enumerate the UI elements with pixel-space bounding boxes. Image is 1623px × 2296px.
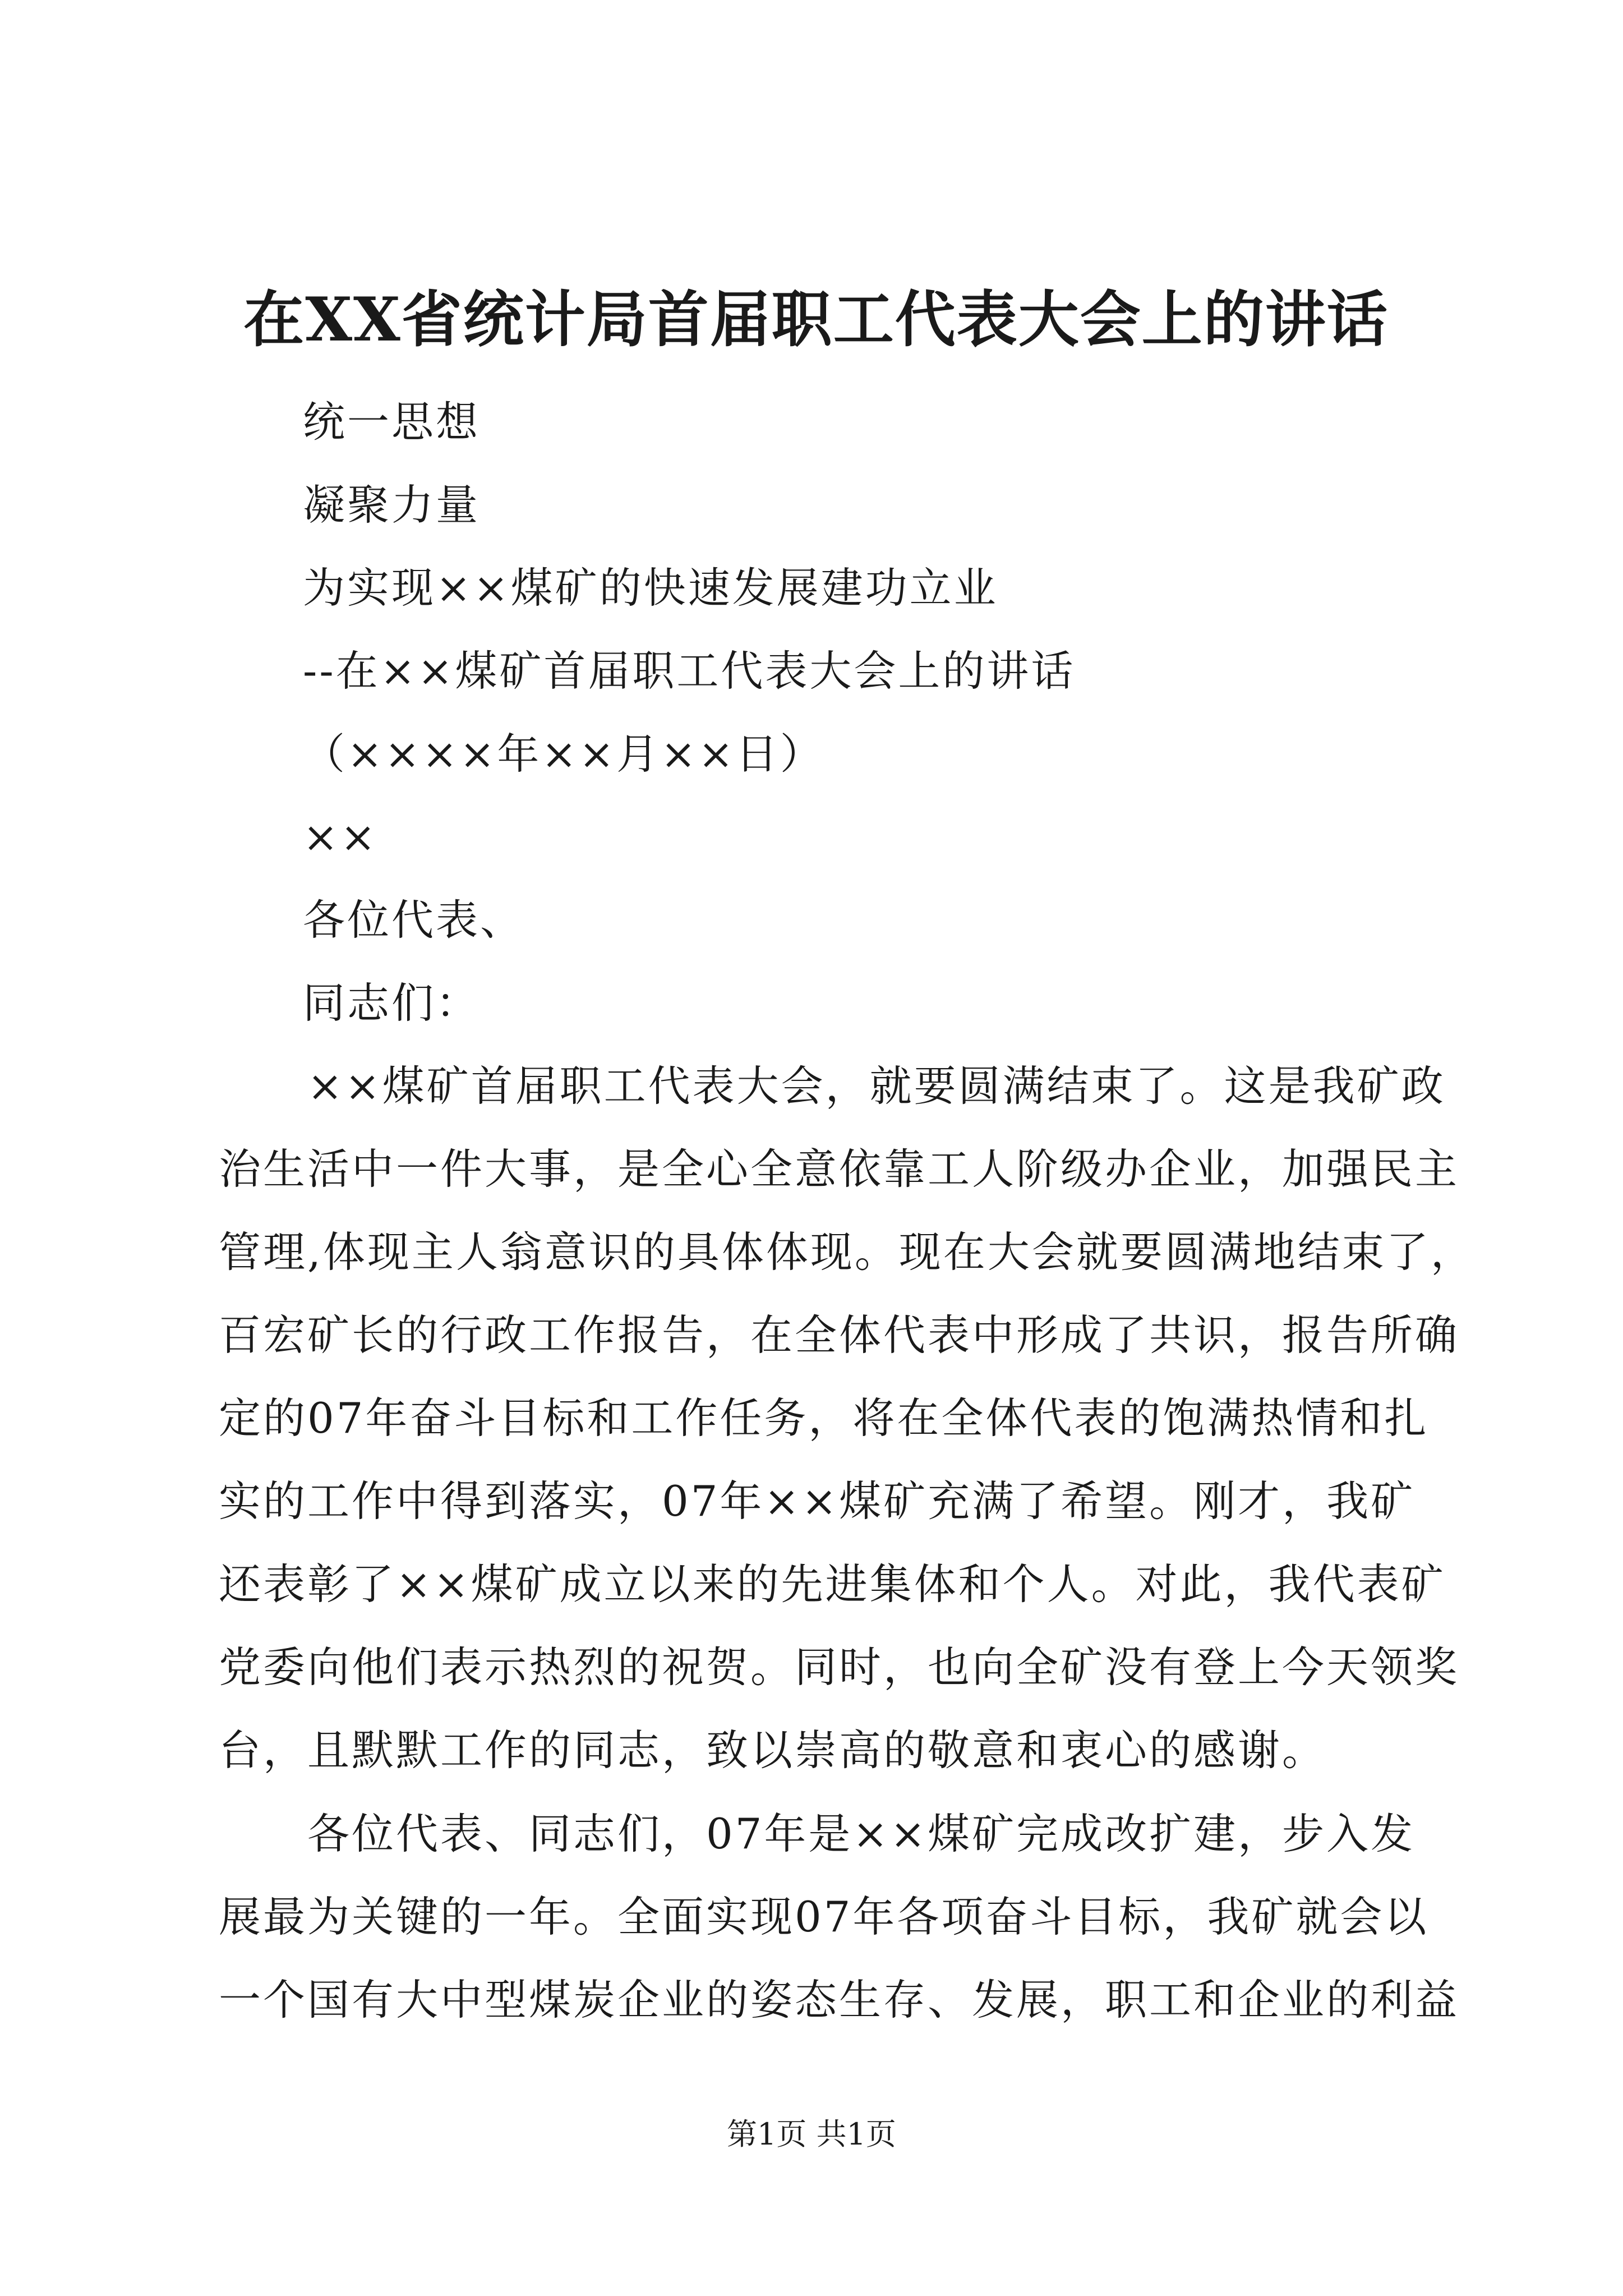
paragraph-line: 还表彰了××煤矿成立以来的先进集体和个人。对此，我代表矿 [219,1559,1446,1609]
paragraph-line: 展最为关键的一年。全面实现07年各项奋斗目标，我矿就会以 [219,1892,1429,1941]
paragraph-2 [219,1792,1460,2041]
subtitle-line: 统一思想 [303,397,481,447]
paragraph-line: 治生活中一件大事，是全心全意依靠工人阶级办企业，加强民主 [219,1144,1460,1194]
paragraph-line: 定的07年奋斗目标和工作任务，将在全体代表的饱满热情和扎 [219,1393,1429,1443]
speaker-line: ×× [303,812,378,862]
paragraph-1 [219,1045,1475,1792]
paragraph-line: 百宏矿长的行政工作报告，在全体代表中形成了共识，报告所确 [219,1310,1460,1360]
page-footer: 第1页 共1页 [727,2116,896,2152]
paragraph-line: ××煤矿首届职工代表大会，就要圆满结束了。这是我矿政 [219,1061,1446,1111]
heading-lines [303,380,1075,1045]
paragraph-line: 党委向他们表示热烈的祝贺。同时，也向全矿没有登上今天领奖 [219,1642,1460,1692]
paragraph-line: 一个国有大中型煤炭企业的姿态生存、发展，职工和企业的利益 [219,1975,1460,2024]
paragraph-line: 各位代表、同志们，07年是××煤矿完成改扩建，步入发 [219,1809,1415,1858]
salutation-line: 各位代表、 [303,895,525,945]
date-line: （××××年××月××日） [303,729,824,779]
subtitle-line: 为实现××煤矿的快速发展建功立业 [303,563,998,613]
document-title: 在XX省统计局首届职工代表大会上的讲话 [243,284,1389,355]
subtitle-line: 凝聚力量 [303,480,481,530]
paragraph-line: 实的工作中得到落实，07年××煤矿充满了希望。刚才，我矿 [219,1476,1415,1526]
subtitle-line: --在××煤矿首届职工代表大会上的讲话 [303,646,1076,696]
paragraph-line: 管理,体现主人翁意识的具体体现。现在大会就要圆满地结束了， [219,1227,1475,1277]
paragraph-line: 台，且默默工作的同志，致以崇高的敬意和衷心的感谢。 [219,1726,1327,1775]
salutation-line: 同志们： [303,978,481,1028]
